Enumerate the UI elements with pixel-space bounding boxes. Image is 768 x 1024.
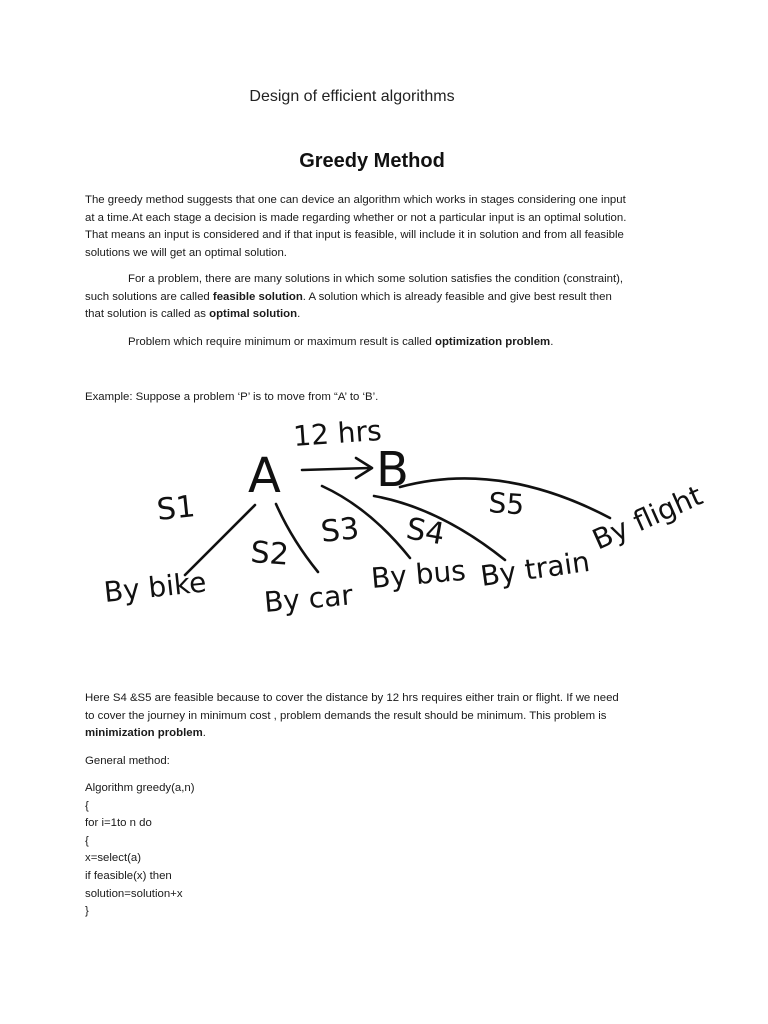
algorithm-line: } [85,905,89,918]
option-by-bike: By bike [102,565,208,609]
branch-s1-label: S1 [155,489,197,528]
paragraph-text: . [550,336,554,348]
section-title: Greedy Method [299,150,445,172]
branch-s2-label: S2 [249,535,290,573]
option-by-car: By car [262,578,355,619]
minimization-paragraph [85,690,630,743]
algorithm-line: x=select(a) [85,852,142,865]
paragraph-text: Here S4 &S5 are feasible because to cover the distance by 12 hrs requires either train or flight. If we need to cover the journey in minimum cost , problem demands the result should be minimum. This problem is [85,692,619,722]
paragraph-text: . [297,308,301,321]
term-optimal-solution: optimal solution [209,308,298,321]
algorithm-line: if feasible(x) then [85,869,172,882]
algorithm-line: { [85,799,89,812]
branch-s5-label: S5 [487,486,526,522]
optimization-paragraph [85,334,630,352]
arrow-a-to-b [302,458,372,478]
algorithm-line: for i=1to n do [85,817,152,830]
handwritten-diagram [0,400,768,640]
example-line: Example: Suppose a problem ‘P’ is to move from “A’ to ‘B’. [85,391,379,403]
term-optimization-problem: optimization problem [435,336,551,348]
node-a-label: A [248,448,281,504]
branch-s4-label: S4 [403,511,448,553]
term-minimization-problem: minimization problem [85,727,203,740]
intro-paragraph: The greedy method suggests that one can device an algorithm which works in stages considering one input at a time.At each stage a decision is made regarding whether or not a particular input is an optimal solution. That means an input is considered and if that input is feasible, will include it in solution and from all feasible solutions we will get an optimal solution. [85,194,627,259]
algorithm-line: { [85,834,89,847]
document-subtitle: Design of efficient algorithms [249,88,455,105]
option-by-train: By train [478,544,592,593]
paragraph-text: . A solution which is already feasible and give best result then that solution is called as [85,290,612,321]
general-method-heading: General method: [85,755,170,767]
algorithm-line: Algorithm greedy(a,n) [85,782,195,794]
branch-s3-label: S3 [319,511,361,550]
edge-label-12hrs: 12 hrs [292,413,383,453]
option-by-flight: By flight [587,478,708,557]
option-by-bus: By bus [369,553,468,595]
feasible-solution-paragraph [85,271,630,324]
paragraph-text: . [202,727,206,740]
term-feasible-solution: feasible solution [212,290,303,303]
algorithm-line: solution=solution+x [85,887,183,900]
algorithm-block [85,780,195,921]
paragraph-text: For a problem, there are many solutions in which some solution satisfies the condition (constraint), such solutions are called [85,273,624,303]
paragraph-text: Problem which require minimum or maximum result is called [128,336,436,348]
node-b-label: B [376,442,409,498]
